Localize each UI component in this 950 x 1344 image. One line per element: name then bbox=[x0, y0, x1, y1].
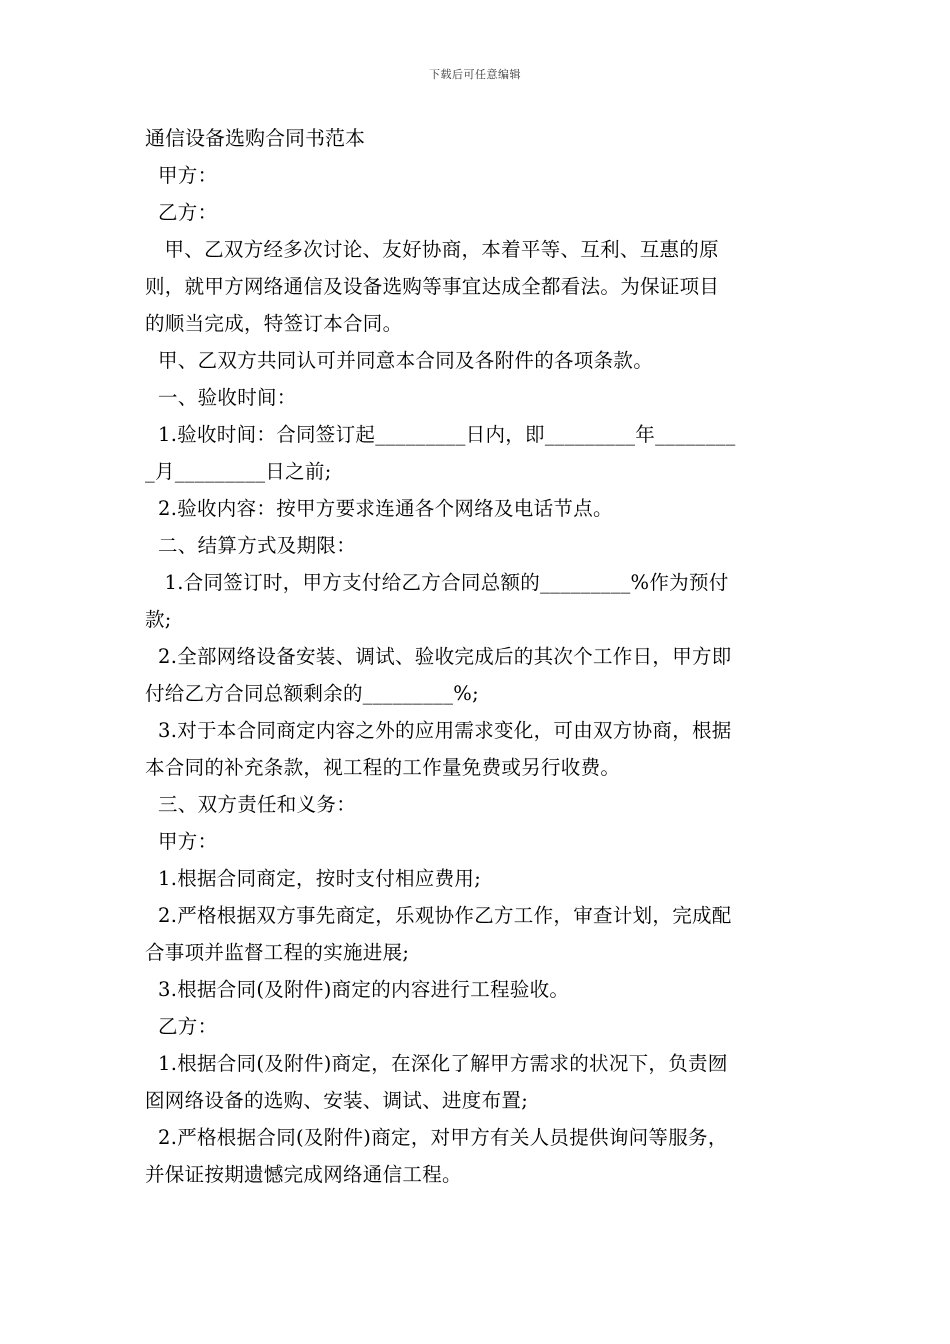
text-line: 款; bbox=[145, 608, 172, 631]
text-line: 1.合同签订时，甲方支付给乙方合同总额的_________%作为预付 bbox=[145, 571, 729, 594]
section-heading: 二、结算方式及期限： bbox=[145, 534, 356, 557]
text-line: _月_________日之前; bbox=[145, 460, 332, 483]
text-line: 本合同的补充条款，视工程的工作量免费或另行收费。 bbox=[145, 756, 621, 779]
text-line: 并保证按期遗憾完成网络通信工程。 bbox=[145, 1163, 462, 1186]
text-line: 1.验收时间：合同签订起_________日内，即_________年________ bbox=[145, 423, 736, 446]
section-heading: 一、验收时间： bbox=[145, 386, 297, 409]
text-line: 的顺当完成，特签订本合同。 bbox=[145, 312, 403, 335]
text-line: 合事项并监督工程的实施进展; bbox=[145, 941, 410, 964]
section-heading: 三、双方责任和义务： bbox=[145, 793, 356, 816]
text-line: 1.根据合同(及附件)商定，在深化了解甲方需求的状况下，负责囫 bbox=[145, 1052, 728, 1075]
text-line: 甲、乙双方共同认可并同意本合同及各附件的各项条款。 bbox=[145, 349, 653, 372]
text-line: 甲方： bbox=[145, 164, 218, 187]
text-line: 乙方： bbox=[145, 201, 218, 224]
text-line: 乙方： bbox=[145, 1015, 218, 1038]
text-line: 1.根据合同商定，按时支付相应费用; bbox=[145, 867, 482, 890]
text-line: 2.严格根据双方事先商定，乐观协作乙方工作，审查计划，完成配 bbox=[145, 904, 732, 927]
text-line: 3.对于本合同商定内容之外的应用需求变化，可由双方协商，根据 bbox=[145, 719, 732, 742]
text-line: 囵网络设备的选购、安装、调试、进度布置; bbox=[145, 1089, 529, 1112]
text-line: 甲方： bbox=[145, 830, 218, 853]
text-line: 甲、乙双方经多次讨论、友好协商，本着平等、互利、互惠的原 bbox=[145, 238, 719, 261]
text-line: 2.全部网络设备安装、调试、验收完成后的其次个工作日，甲方即 bbox=[145, 645, 732, 668]
page-header-note: 下载后可任意编辑 bbox=[429, 68, 521, 81]
document-body bbox=[145, 120, 810, 1193]
document-title: 通信设备选购合同书范本 bbox=[145, 126, 365, 150]
text-line: 付给乙方合同总额剩余的_________%; bbox=[145, 682, 479, 705]
text-line: 2.验收内容：按甲方要求连通各个网络及电话节点。 bbox=[145, 497, 613, 520]
text-line: 3.根据合同(及附件)商定的内容进行工程验收。 bbox=[145, 978, 570, 1001]
text-line: 则，就甲方网络通信及设备选购等事宜达成全都看法。为保证项目 bbox=[145, 275, 720, 298]
text-line: 2.严格根据合同(及附件)商定，对甲方有关人员提供询问等服务， bbox=[145, 1126, 728, 1149]
